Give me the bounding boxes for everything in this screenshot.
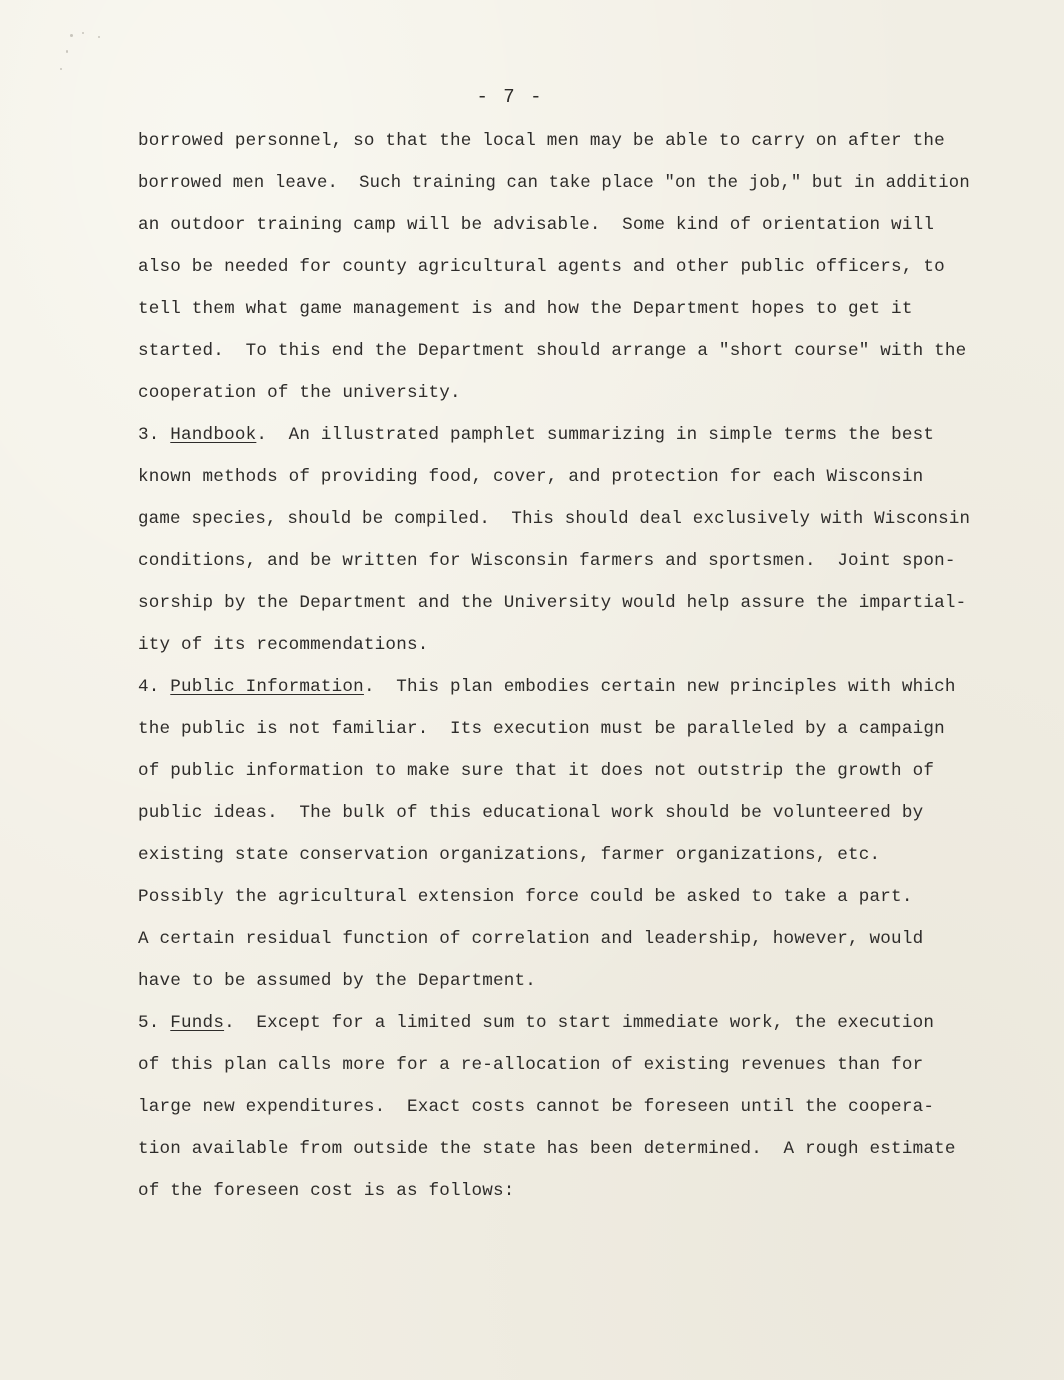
section-heading: Funds (170, 1013, 225, 1033)
text-line (138, 425, 934, 445)
text-line: conditions, and be written for Wisconsin farmers and sportsmen. Joint spon- (138, 551, 956, 571)
text-line: borrowed personnel, so that the local men may be able to carry on after the (138, 131, 945, 151)
text-line: borrowed men leave. Such training can take place "on the job," but in addition (138, 173, 970, 193)
speck (98, 36, 100, 38)
text-line: the public is not familiar. Its execution must be paralleled by a campaign (138, 719, 945, 739)
text-line: public ideas. The bulk of this educational work should be volunteered by (138, 803, 924, 823)
paper-specks (58, 28, 118, 78)
text-line (138, 677, 956, 697)
text-line: have to be assumed by the Department. (138, 971, 537, 991)
section-heading: Public Information (170, 677, 364, 697)
speck (66, 50, 68, 53)
text-line: of the foreseen cost is as follows: (138, 1181, 515, 1201)
text-line: known methods of providing food, cover, and protection for each Wisconsin (138, 467, 924, 487)
text-line (138, 1013, 934, 1033)
text-line: game species, should be compiled. This should deal exclusively with Wisconsin (138, 509, 971, 529)
text-line: existing state conservation organizations, farmer organizations, etc. (138, 845, 881, 865)
text-line: cooperation of the university. (138, 383, 461, 403)
text-line: A certain residual function of correlation and leadership, however, would (138, 929, 924, 949)
text-line: of this plan calls more for a re-allocation of existing revenues than for (138, 1055, 924, 1075)
section-number: 5. (138, 1013, 171, 1033)
speck (70, 34, 73, 37)
speck (60, 68, 62, 70)
text-line: Possibly the agricultural extension force could be asked to take a part. (138, 887, 913, 907)
text-line: sorship by the Department and the University would help assure the impartial- (138, 593, 967, 613)
speck (82, 32, 84, 34)
text-line: an outdoor training camp will be advisable. Some kind of orientation will (138, 215, 935, 235)
text-line: started. To this end the Department should arrange a "short course" with the (138, 341, 967, 361)
section-text: . Except for a limited sum to start immediate work, the execution (224, 1013, 935, 1033)
text-line: also be needed for county agricultural agents and other public officers, to (138, 257, 945, 277)
text-line: tell them what game management is and how the Department hopes to get it (138, 299, 913, 319)
section-heading: Handbook (170, 425, 257, 445)
text-line: ity of its recommendations. (138, 635, 429, 655)
text-line: tion available from outside the state has been determined. A rough estimate (138, 1139, 956, 1159)
text-line: large new expenditures. Exact costs cannot be foreseen until the coopera- (138, 1097, 935, 1117)
section-number: 4. (138, 677, 171, 697)
section-text: . An illustrated pamphlet summarizing in simple terms the best (256, 425, 935, 445)
page-number: - 7 - (476, 86, 544, 108)
text-line: of public information to make sure that it does not outstrip the growth of (138, 761, 935, 781)
section-text: . This plan embodies certain new principles with which (363, 677, 956, 697)
section-number: 3. (138, 425, 171, 445)
